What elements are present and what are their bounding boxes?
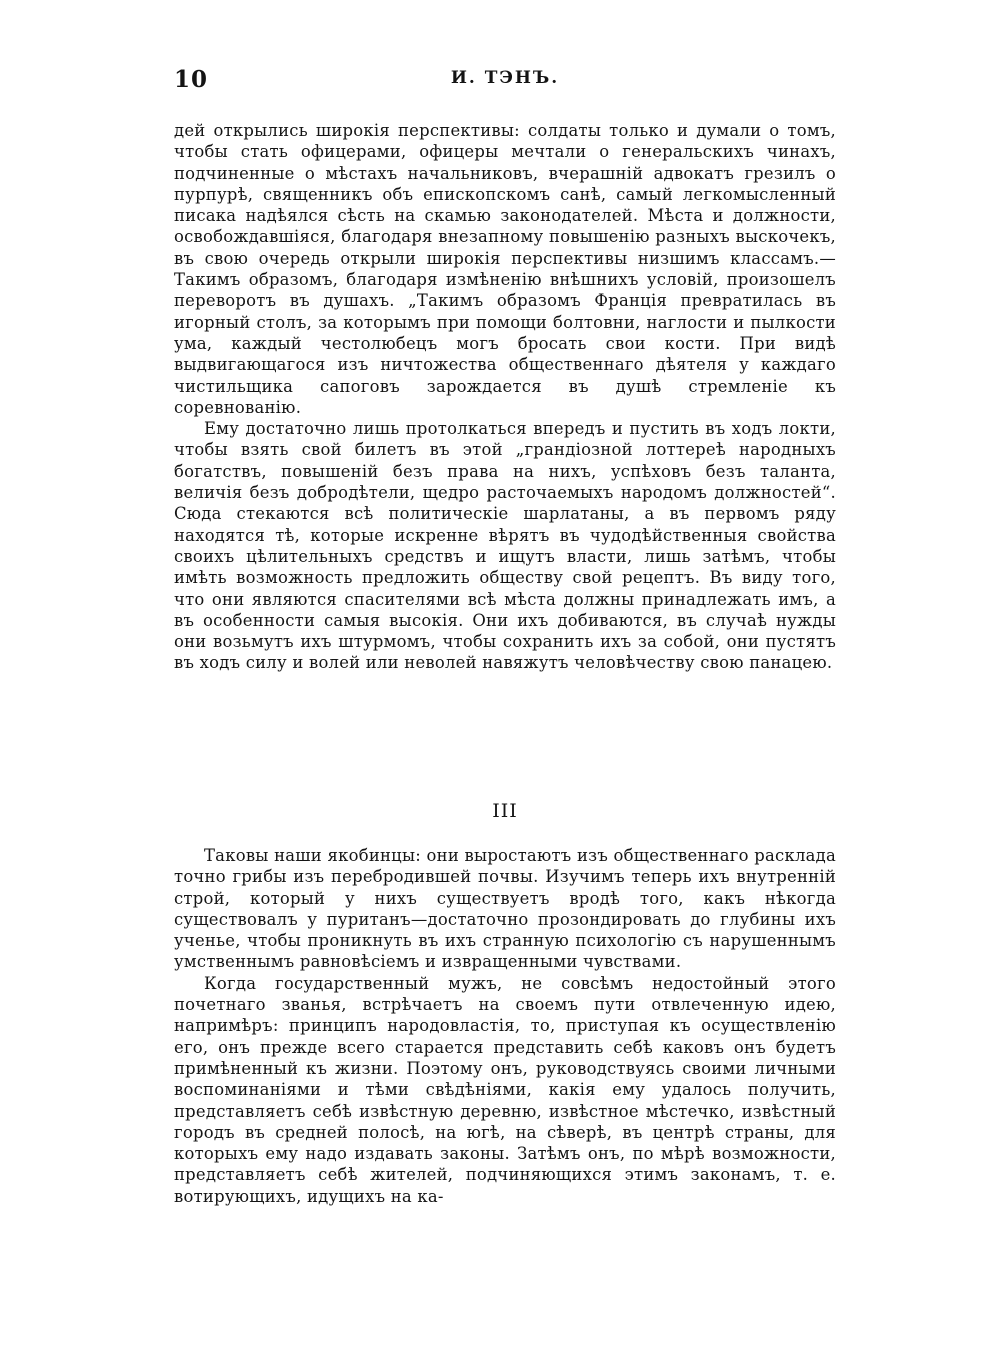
page-header xyxy=(174,66,836,96)
section-heading: III xyxy=(492,800,518,822)
page-number: 10 xyxy=(174,66,209,93)
running-head: И. ТЭНЪ. xyxy=(450,68,560,88)
paragraph: Когда государственный мужъ, не совсѣмъ недостойный этого почетнаго званья, встрѣчаетъ на своемъ пути отвлеченную идею, напримѣръ: принципъ народовластія, то, приступая къ осуществленію его, онъ прежде всего старается представить себѣ каковъ онъ будетъ примѣненный къ жизни. Поэтому онъ, руководствуясь своими личными воспоминаніями и тѣми свѣдѣніями, какія ему удалось получить, представляетъ себѣ извѣстную деревню, извѣстное мѣстечко, извѣстный городъ въ средней полосѣ, на югѣ, на сѣверѣ, въ центрѣ страны, для которыхъ ему надо издавать законы. Затѣмъ онъ, по мѣрѣ возможности, представляетъ себѣ жителей, подчиняющихся этимъ законамъ, т. е. вотирующихъ, идущихъ на ка- xyxy=(174,973,836,1206)
paragraph: Таковы наши якобинцы: они выростаютъ изъ общественнаго расклада точно грибы изъ перебродившей почвы. Изучимъ теперь ихъ внутренній строй, который у нихъ существуетъ вродѣ того, какъ нѣкогда существовалъ у пуританъ—достаточно прозондировать до глубины ихъ ученье, чтобы проникнуть въ ихъ странную психологію съ нарушеннымъ умственнымъ равновѣсіемъ и извращенными чувствами. xyxy=(174,846,836,972)
paragraph: дей открылись широкія перспективы: солдаты только и думали о томъ, чтобы стать офицерами, офицеры мечтали о генеральскихъ чинахъ, подчиненные о мѣстахъ начальниковъ, вчерашній адвокатъ грезилъ о пурпурѣ, священникъ объ епископскомъ санѣ, самый легкомысленный писака надѣялся сѣсть на скамью законодателей. Мѣста и должности, освобождавшіяся, благодаря внезапному повышенію разныхъ выскочекъ, въ свою очередь открыли широкія перспективы низшимъ классамъ.—Такимъ образомъ, благодаря измѣненію внѣшнихъ условій, произошелъ переворотъ въ душахъ. „Такимъ образомъ Франція превратилась въ игорный столъ, за которымъ при помощи болтовни, наглости и пылкости ума, каждый честолюбецъ могъ бросать свои кости. При видѣ выдвигающагося изъ ничтожества общественнаго дѣятеля у каждаго чистильщика сапоговъ зарождается въ душѣ стремленіе къ соревнованію. xyxy=(174,121,836,417)
section-one-text xyxy=(174,120,836,674)
section-two-text xyxy=(174,845,836,1207)
paragraph: Ему достаточно лишь протолкаться впередъ и пустить въ ходъ локти, чтобы взять свой билетъ въ этой „грандіозной лоттереѣ народныхъ богатствъ, повышеній безъ права на нихъ, успѣховъ безъ таланта, величія безъ добродѣтели, щедро расточаемыхъ народомъ должностей“. Сюда стекаются всѣ политическіе шарлатаны, а въ первомъ ряду находятся тѣ, которые искренне вѣрятъ въ чудодѣйственныя свойства своихъ цѣлительныхъ средствъ и ищутъ власти, лишь затѣмъ, чтобы имѣть возможность предложить обществу свой рецептъ. Въ виду того, что они являются спасителями всѣ мѣста должны принадлежать имъ, а въ особенности самыя высокія. Они ихъ добиваются, въ случаѣ нужды они возьмутъ ихъ штурмомъ, чтобы сохранить ихъ за собой, они пустятъ въ ходъ силу и волей или неволей навяжутъ человѣчеству свою панацею. xyxy=(174,419,836,673)
